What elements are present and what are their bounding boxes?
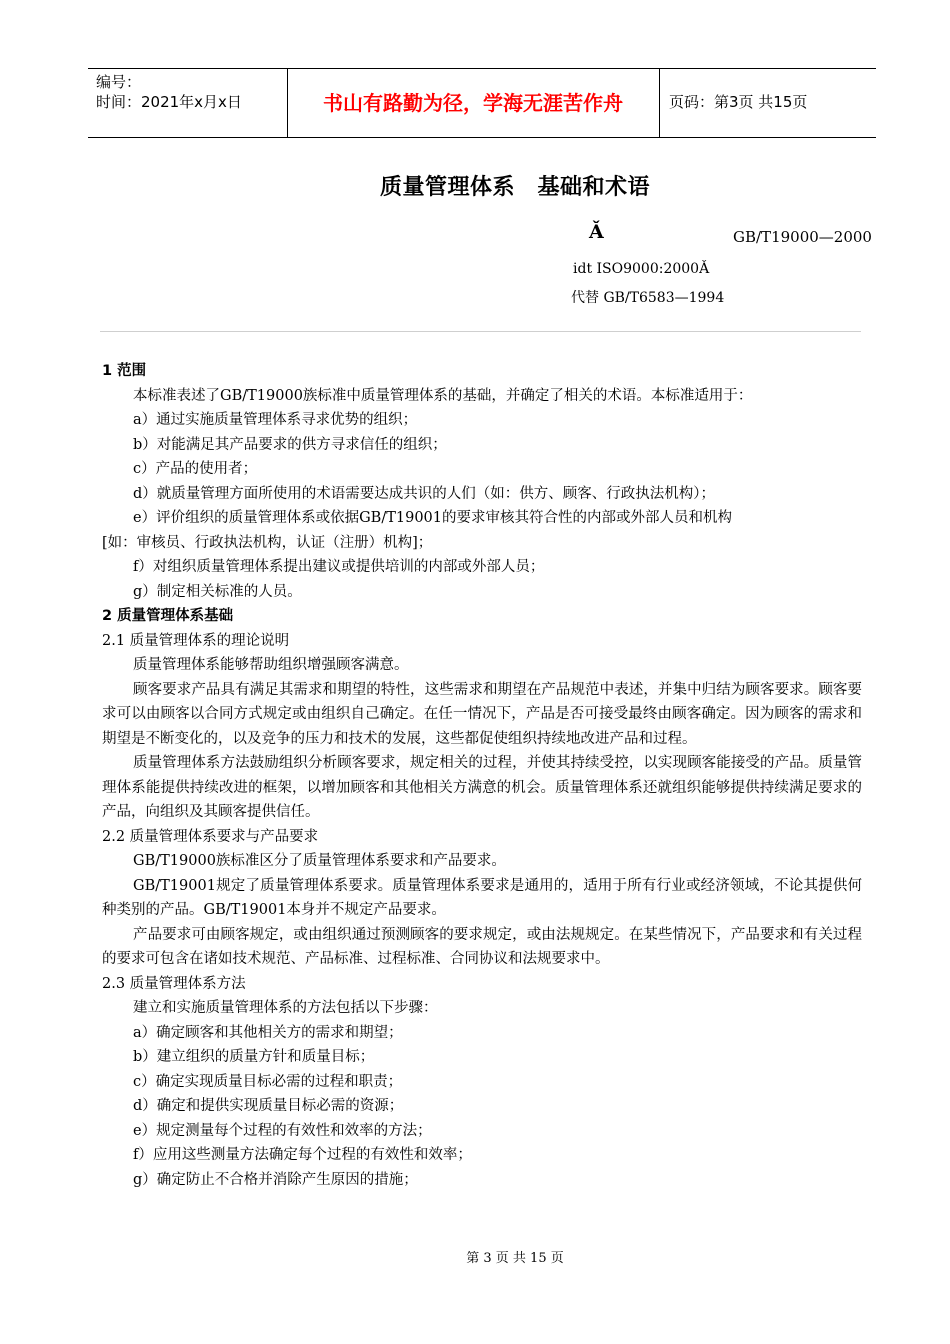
section-heading: 1 范围 [102,363,147,379]
header-left-cell [88,69,288,137]
idt-reference: idt ISO9000:2000Ǎ [573,261,710,277]
divider [100,331,861,332]
list-item: c）确定实现质量目标必需的过程和职责； [133,1073,403,1090]
list-item: a）确定顾客和其他相关方的需求和期望； [133,1024,403,1041]
list-item: g）制定相关标准的人员。 [133,583,302,600]
time-label: 时间：2021年x月x日 [96,93,242,111]
document-title: 质量管理体系 基础和术语 [379,175,650,200]
list-item: d）就质量管理方面所使用的术语需要达成共识的人们（如：供方、顾客、行政执法机构）； [133,485,716,502]
motto: 书山有路勤为径，学海无涯苦作舟 [323,91,623,115]
header-right-cell [659,69,876,137]
list-item: a）通过实施质量管理体系寻求优势的组织； [133,412,418,428]
list-item: c）产品的使用者； [133,461,258,477]
page-info: 页码：第3页 共15页 [669,93,808,111]
paragraph: 建立和实施质量管理体系的方法包括以下步骤： [133,1000,438,1016]
standard-symbol: Ǎ [589,221,604,243]
page-header [88,68,876,138]
paragraph: 顾客要求产品具有满足其需求和期望的特性，这些需求和期望在产品规范中表述，并集中归结为顾客要求。顾客要求可以由顾客以合同方式规定或由组织自己确定。在任一情况下，产品是否可接受最终由顾客确定。因为顾客的需求和期望是不断变化的，以及竞争的压力和技术的发展，这些都促使组织持续地改进产品和过程。 [102,681,862,747]
replaces-reference: 代替 GB/T6583—1994 [571,290,725,306]
standard-number: GB/T19000—2000 [733,228,872,246]
paragraph: GB/T19000族标准区分了质量管理体系要求和产品要求。 [133,853,506,869]
list-item: b）建立组织的质量方针和质量目标； [133,1049,375,1065]
list-item: e）评价组织的质量管理体系或依据GB/T19001的要求审核其符合性的内部或外部人员和机构 [133,510,732,526]
subsection-heading: 2.1 质量管理体系的理论说明 [102,632,290,649]
section-heading: 2 质量管理体系基础 [102,608,234,624]
list-item: g）确定防止不合格并消除产生原因的措施； [133,1171,418,1188]
header-middle-cell [287,69,660,137]
paragraph: GB/T19001规定了质量管理体系要求。质量管理体系要求是通用的，适用于所有行业或经济领域，不论其提供何种类别的产品。GB/T19001本身并不规定产品要求。 [102,877,862,918]
document-body [102,359,862,1192]
list-item: f）对组织质量管理体系提出建议或提供培训的内部或外部人员； [133,559,545,575]
paragraph: 质量管理体系方法鼓励组织分析顾客要求，规定相关的过程，并使其持续受控，以实现顾客能接受的产品。质量管理体系能提供持续改进的框架，以增加顾客和其他相关方满意的机会。质量管理体系还就组织能够提供持续满足要求的产品，向组织及其顾客提供信任。 [102,755,862,820]
list-item: f）应用这些测量方法确定每个过程的有效性和效率； [133,1147,472,1163]
list-item: b）对能满足其产品要求的供方寻求信任的组织； [133,436,447,453]
paragraph: 本标准表述了GB/T19000族标准中质量管理体系的基础，并确定了相关的术语。本标准适用于： [133,387,753,404]
subsection-heading: 2.3 质量管理体系方法 [102,975,246,992]
paragraph: 质量管理体系能够帮助组织增强顾客满意。 [133,657,409,673]
subsection-heading: 2.2 质量管理体系要求与产品要求 [102,828,319,845]
list-item-continuation: [如：审核员、行政执法机构，认证（注册）机构]； [102,534,433,551]
paragraph: 产品要求可由顾客规定，或由组织通过预测顾客的要求规定，或由法规规定。在某些情况下，产品要求和有关过程的要求可包含在诸如技术规范、产品标准、过程标准、合同协议和法规要求中。 [102,926,862,967]
page-footer: 第 3 页 共 15 页 [466,1251,564,1266]
list-item: d）确定和提供实现质量目标必需的资源； [133,1098,404,1114]
list-item: e）规定测量每个过程的有效性和效率的方法； [133,1122,432,1139]
number-label: 编号： [96,73,142,91]
